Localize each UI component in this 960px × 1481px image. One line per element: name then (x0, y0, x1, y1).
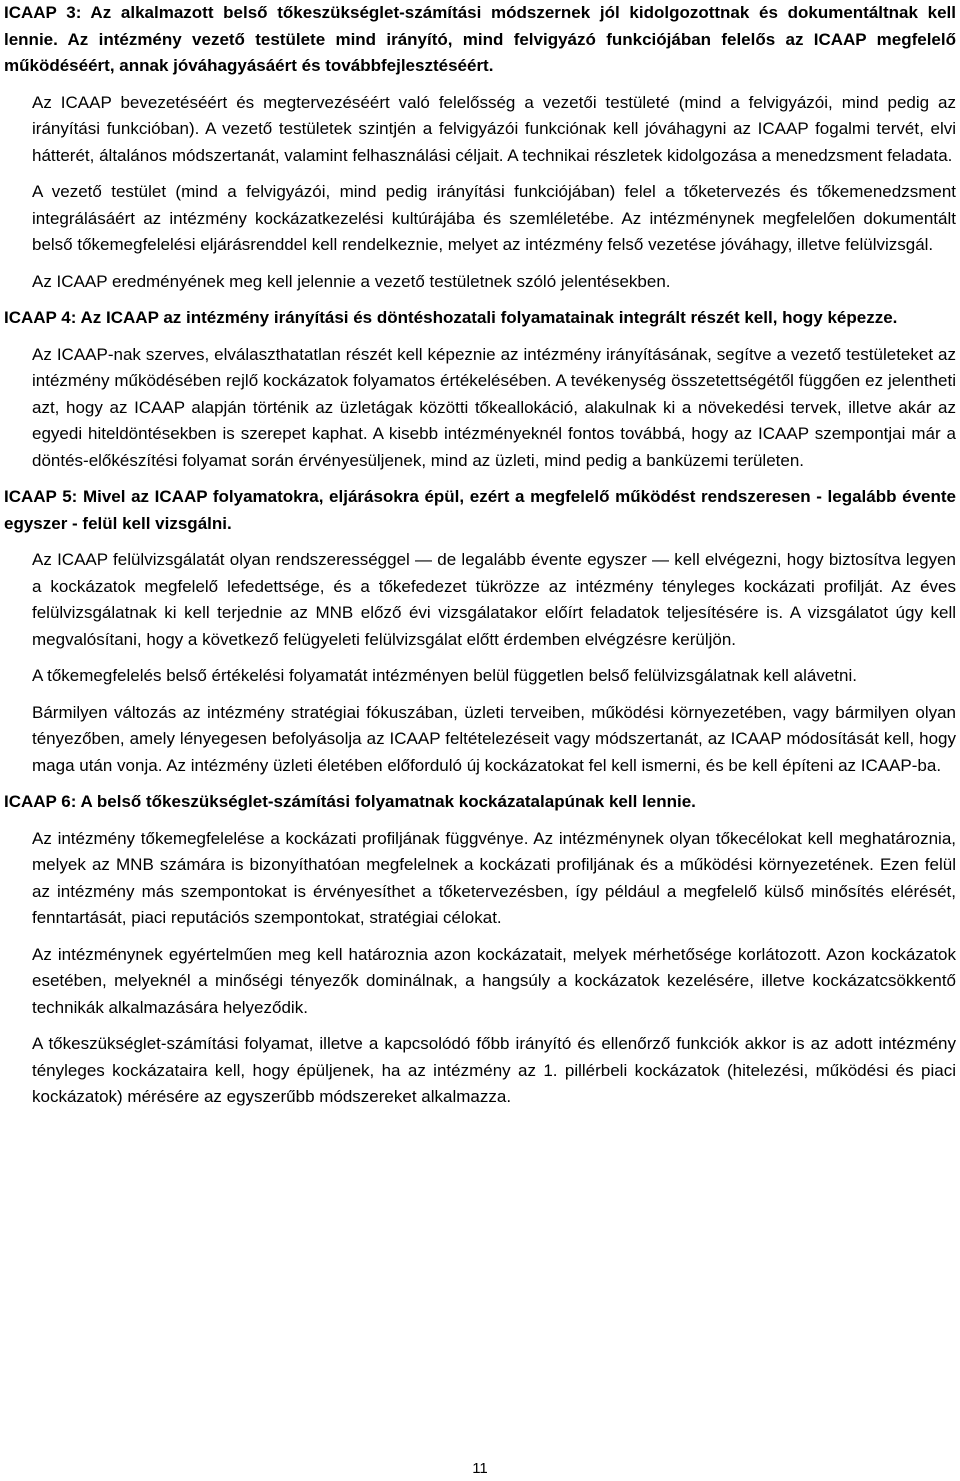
section-heading-icaap-4: ICAAP 4: Az ICAAP az intézmény irányítási és döntéshozatali folyamatainak integrált részét kell, hogy képezze. (4, 308, 898, 327)
document-page (4, 0, 956, 1121)
paragraph: Az ICAAP eredményének meg kell jelennie a vezető testületnek szóló jelentésekben. (32, 271, 671, 291)
paragraph: A tőkemegfelelés belső értékelési folyamatát intézményen belül független belső felülvizsgálatnak kell alávetni. (32, 666, 857, 685)
paragraph: Az ICAAP bevezetéséért és megtervezéséért való felelősség a vezetői testületé (mind a felvigyázói, mind pedig az irányítási funkcióban). A vezető testületek szintjén a felvigyázói funkciónak kell jóváhagyni az ICAAP fogalmi tervét, elvi hátterét, általános módszertanát, valamint felhasználási céljait. A technikai részletek kidolgozása a menedzsment feladata. (32, 92, 956, 165)
paragraph: Bármilyen változás az intézmény stratégiai fókuszában, üzleti terveiben, működési környezetében, vagy bármilyen olyan tényezőben, amely lényegesen befolyásolja az ICAAP feltételezéseit vagy módszertanát, az ICAAP módosítását kell, hogy maga után vonja. Az intézmény üzleti életében előforduló új kockázatokat fel kell ismerni, és be kell építeni az ICAAP-ba. (32, 702, 956, 775)
paragraph: A vezető testület (mind a felvigyázói, mind pedig irányítási funkciójában) felel a tőketervezés és tőkemenedzsment integrálásáért az intézmény kockázatkezelési kultúrájába és szemléletébe. Az intézménynek megfelelően dokumentált belső tőkemegfelelési eljárásrenddel kell rendelkeznie, melyet az intézmény felső vezetése jóváhagy, illetve felülvizsgál. (32, 182, 956, 254)
section-heading-icaap-6: ICAAP 6: A belső tőkeszükséglet-számítási folyamatnak kockázatalapúnak kell lennie. (4, 792, 696, 811)
paragraph: Az ICAAP felülvizsgálatát olyan rendszerességgel — de legalább évente egyszer — kell elvégezni, hogy biztosítva legyen a kockázatok megfelelő lefedettsége, és a tőkefedezet tükrözze az intézmény tényleges kockázati profilját. Az éves felülvizsgálatnak ki kell terjednie az MNB előző évi vizsgálatakor előírt feladatok teljesítésére is. A vizsgálatot úgy kell megvalósítani, hogy a következő felügyeleti felülvizsgálat előtt érdemben elvégzésre kerüljön. (32, 550, 956, 649)
paragraph: Az intézmény tőkemegfelelése a kockázati profiljának függvénye. Az intézménynek olyan tőkecélokat kell meghatároznia, melyek az MNB számára is bizonyíthatóan megfelelnek a kockázati profiljának és a működési környezetének. Ezen felül az intézmény más szempontokat is érvényesíthet a tőketervezésben, így például a megfelelő külső minősítés elérését, fenntartását, piaci reputációs szempontokat, stratégiai célokat. (32, 828, 956, 927)
section-heading-icaap-5: ICAAP 5: Mivel az ICAAP folyamatokra, eljárásokra épül, ezért a megfelelő működést rendszeresen - legalább évente egyszer - felül kell vizsgálni. (4, 487, 956, 533)
paragraph: A tőkeszükséglet-számítási folyamat, illetve a kapcsolódó főbb irányító és ellenőrző funkciók akkor is az adott intézmény tényleges kockázataira kell, hogy épüljenek, ha az intézmény az 1. pillérbeli kockázatok (hitelezési, működési és piaci kockázatok) mérésére az egyszerűbb módszereket alkalmazza. (32, 1034, 956, 1106)
paragraph: Az ICAAP-nak szerves, elválaszthatatlan részét kell képeznie az intézmény irányításának, segítve a vezető testületeket az intézmény működésében rejlő kockázatok folyamatos értékelésében. A tevékenység összetettségétől függően ez jelentheti azt, hogy az ICAAP alapján történik az üzletágak közötti tőkeallokáció, alakulnak ki a növekedési tervek, illetve akár az egyedi hiteldöntésekben is szerepet kaphat. A kisebb intézményeknél fontos továbbá, hogy az ICAAP szempontjai már a döntés-előkészítési folyamat során érvényesüljenek, mind az üzleti, mind pedig a banküzemi területen. (32, 344, 956, 470)
paragraph: Az intézménynek egyértelműen meg kell határoznia azon kockázatait, melyek mérhetősége korlátozott. Azon kockázatok esetében, melyeknél a minőségi tényezők dominálnak, a hangsúly a kockázatok kezelésére, illetve kockázatcsökkentő technikák alkalmazására helyeződik. (32, 944, 956, 1017)
section-heading-icaap-3: ICAAP 3: Az alkalmazott belső tőkeszükséglet-számítási módszernek jól kidolgozottnak és dokumentáltnak kell lennie. Az intézmény vezető testülete mind irányító, mind felvigyázó funkciójában felelős az ICAAP megfelelő működéséért, annak jóváhagyásáért és továbbfejlesztéséért. (4, 3, 956, 75)
page-number: 11 (472, 1460, 488, 1477)
